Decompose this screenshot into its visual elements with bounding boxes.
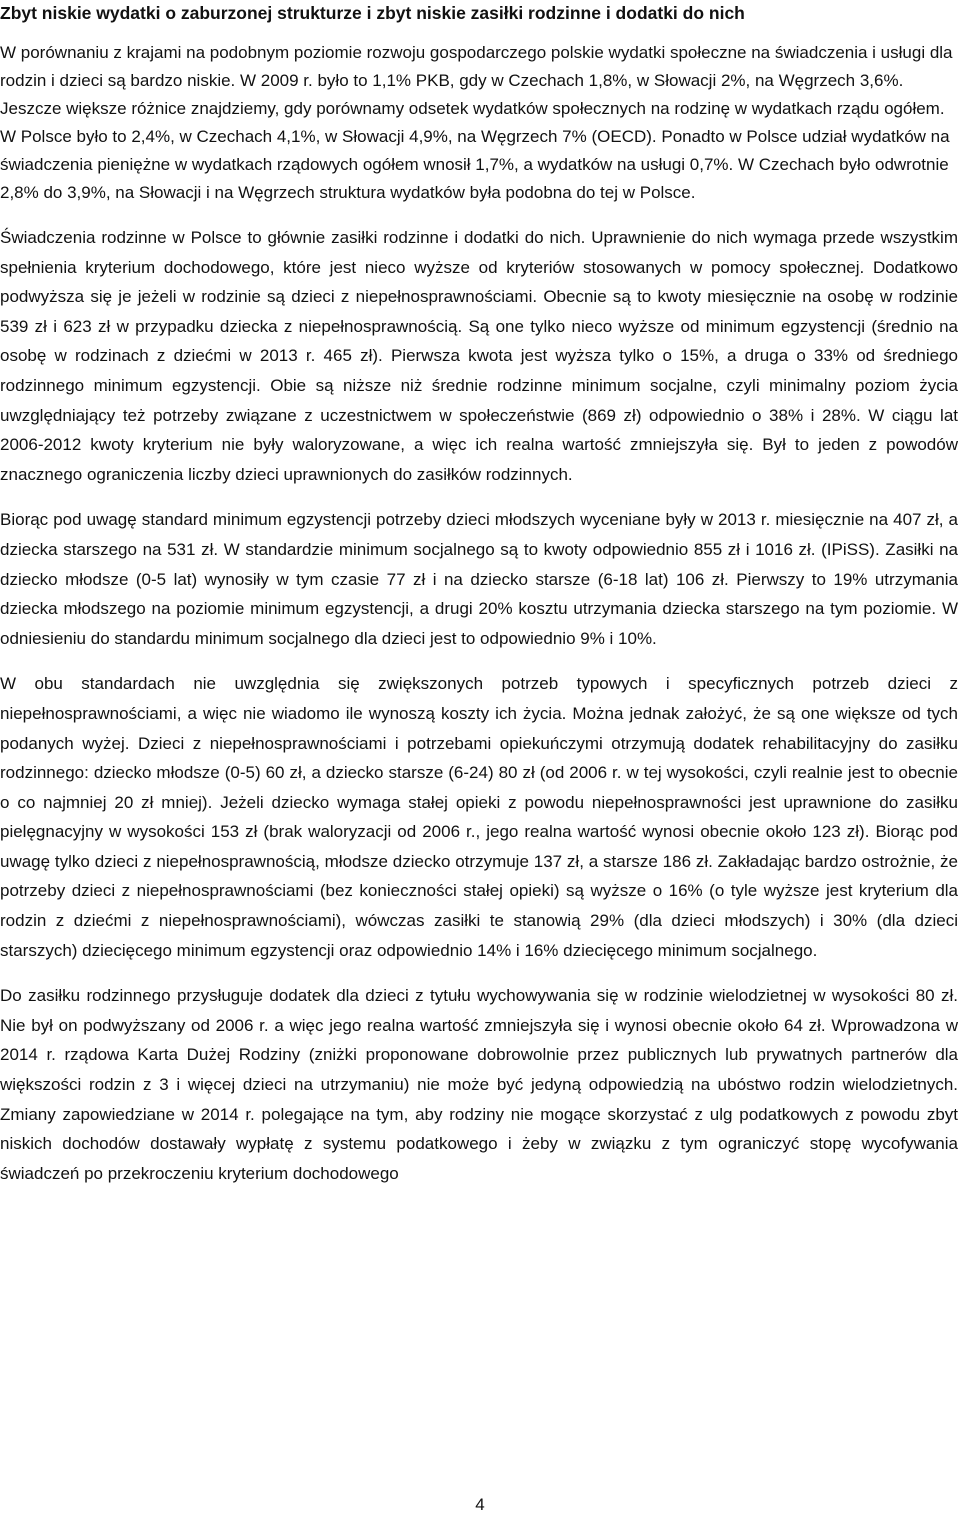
page-number: 4 — [475, 1495, 485, 1514]
section-heading: Zbyt niskie wydatki o zaburzonej strukturze i zbyt niskie zasiłki rodzinne i dodatki do nich — [0, 3, 745, 23]
paragraph-large-family-supplement: Do zasiłku rodzinnego przysługuje dodatek dla dzieci z tytułu wychowywania się w rodzinie wielodzietnej w wysokości 80 zł. Nie był on podwyższany od 2006 r. a więc jego realna wartość zmniejszyła się i wynosi obecnie około 64 zł. Wprowadzona w 2014 r. rządowa Karta Dużej Rodziny (zniżki proponowane dobrowolnie przez publicznych lub prywatnych partnerów dla większości rodzin z 3 i więcej dzieci na utrzymaniu) nie może być jedyną odpowiedzią na ubóstwo rodzin wielodzietnych. Zmiany zapowiedziane w 2014 r. polegające na tym, aby rodziny nie mogące skorzystać z ulg podatkowych z powodu zbyt niskich dochodów dostawały wypłatę z systemu podatkowego i żeby w związku z tym ograniczyć stopę wycofywania świadczeń po przekroczeniu kryterium dochodowego — [0, 986, 958, 1183]
document-body — [0, 39, 958, 1188]
paragraph-disability-supplements: W obu standardach nie uwzględnia się zwiększonych potrzeb typowych i specyficznych potrzeb dzieci z niepełnosprawnościami, a więc nie wiadomo ile wynoszą koszty ich życia. Można jednak założyć, że są one większe od tych podanych wyżej. Dzieci z niepełnosprawnościami i potrzebami opiekuńczymi otrzymują dodatek rehabilitacyjny do zasiłku rodzinnego: dziecko młodsze (0-5) 60 zł, a dziecko starsze (6-24) 80 zł (od 2006 r. w tej wysokości, czyli realnie jest to obecnie o co najmniej 20 zł mniej). Jeżeli dziecko wymaga stałej opieki z powodu niepełnosprawności jest uprawnione do zasiłku pielęgnacyjny w wysokości 153 zł (brak waloryzacji od 2006 r., jego realna wartość wynosi obecnie około 123 zł). Biorąc pod uwagę tylko dzieci z niepełnosprawnością, młodsze dziecko otrzymuje 137 zł, a starsze 186 zł. Zakładając bardzo ostrożnie, że potrzeby dzieci z niepełnosprawnościami (bez konieczności stałej opieki) są wyższe o 16% (o tyle wyższe jest kryterium dla rodzin z dziećmi z niepełnosprawnościami), wówczas zasiłki te stanowią 29% (dla dzieci młodszych) i 30% (dla dzieci starszych) dziecięcego minimum egzystencji oraz odpowiednio 14% i 16% dziecięcego minimum socjalnego. — [0, 674, 958, 960]
paragraph-family-benefits-criteria: Świadczenia rodzinne w Polsce to głównie zasiłki rodzinne i dodatki do nich. Uprawnienie do nich wymaga przede wszystkim spełnienia kryterium dochodowego, które jest nieco wyższe od kryteriów stosowanych w pomocy społecznej. Dodatkowo podwyższa się je jeżeli w rodzinie są dzieci z niepełnosprawnościami. Obecnie są to kwoty miesięcznie na osobę w rodzinie 539 zł i 623 zł w przypadku dziecka z niepełnosprawnością. Są one tylko nieco wyższe od minimum egzystencji (średnio na osobę w rodzinach z dziećmi w 2013 r. 465 zł). Pierwsza kwota jest wyższa tylko o 15%, a druga o 33% od średniego rodzinnego minimum egzystencji. Obie są niższe niż średnie rodzinne minimum socjalne, czyli minimalny poziom życia uwzględniający też potrzeby związane z uczestnictwem w społeczeństwie (869 zł) odpowiednio o 38% i 28%. W ciągu lat 2006-2012 kwoty kryterium nie były waloryzowane, a więc ich realna wartość zmniejszyła się. Był to jeden z powodów znacznego ograniczenia liczby dzieci uprawnionych do zasiłków rodzinnych. — [0, 228, 958, 484]
paragraph-spending-comparison: W porównaniu z krajami na podobnym poziomie rozwoju gospodarczego polskie wydatki społeczne na świadczenia i usługi dla rodzin i dzieci są bardzo niskie. W 2009 r. było to 1,1% PKB, gdy w Czechach 1,8%, w Słowacji 2%, na Węgrzech 3,6%. Jeszcze większe różnice znajdziemy, gdy porównamy odsetek wydatków społecznych na rodzinę w wydatkach rządu ogółem. W Polsce było to 2,4%, w Czechach 4,1%, w Słowacji 4,9%, na Węgrzech 7% (OECD). Ponadto w Polsce udział wydatków na świadczenia pieniężne w wydatkach rządowych ogółem wnosił 1,7%, a wydatków na usługi 0,7%. W Czechach było odwrotnie 2,8% do 3,9%, na Słowacji i na Węgrzech struktura wydatków była podobna do tej w Polsce. — [0, 43, 953, 202]
paragraph-child-cost-standards: Biorąc pod uwagę standard minimum egzystencji potrzeby dzieci młodszych wyceniane były w 2013 r. miesięcznie na 407 zł, a dziecka starszego na 531 zł. W standardzie minimum socjalnego są to kwoty odpowiednio 855 zł i 1016 zł. (IPiSS). Zasiłki na dziecko młodsze (0-5 lat) wynosiły w tym czasie 77 zł i na dziecko starsze (6-18 lat) 106 zł. Pierwszy to 19% utrzymania dziecka młodszego na poziomie minimum egzystencji, a drugi 20% kosztu utrzymania dziecka starszego na tym poziomie. W odniesieniu do standardu minimum socjalnego dla dzieci jest to odpowiednio 9% i 10%. — [0, 510, 958, 648]
